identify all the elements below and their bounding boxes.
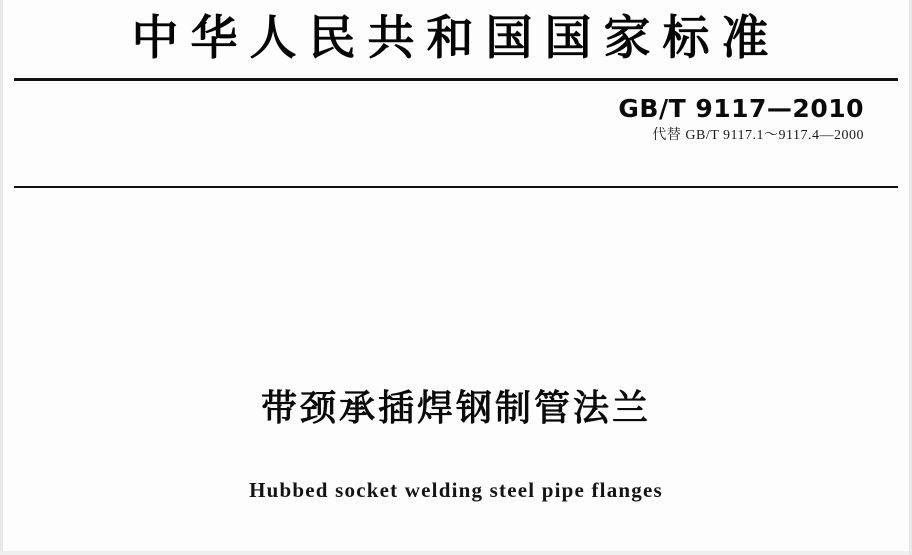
national-standard-header: 中华人民共和国国家标准 — [131, 11, 781, 66]
standard-identifier-block — [618, 94, 864, 145]
document-title-english: Hubbed socket welding steel pipe flanges — [249, 478, 663, 502]
header-divider-bottom — [14, 186, 898, 188]
page-bottom-edge — [0, 551, 912, 555]
document-title-chinese: 带颈承插焊钢制管法兰 — [260, 388, 651, 429]
standard-replaces-note: 代替 GB/T 9117.1～9117.4—2000 — [652, 128, 864, 143]
header-divider-top — [14, 78, 898, 81]
standard-number: GB/T 9117—2010 — [618, 94, 864, 123]
